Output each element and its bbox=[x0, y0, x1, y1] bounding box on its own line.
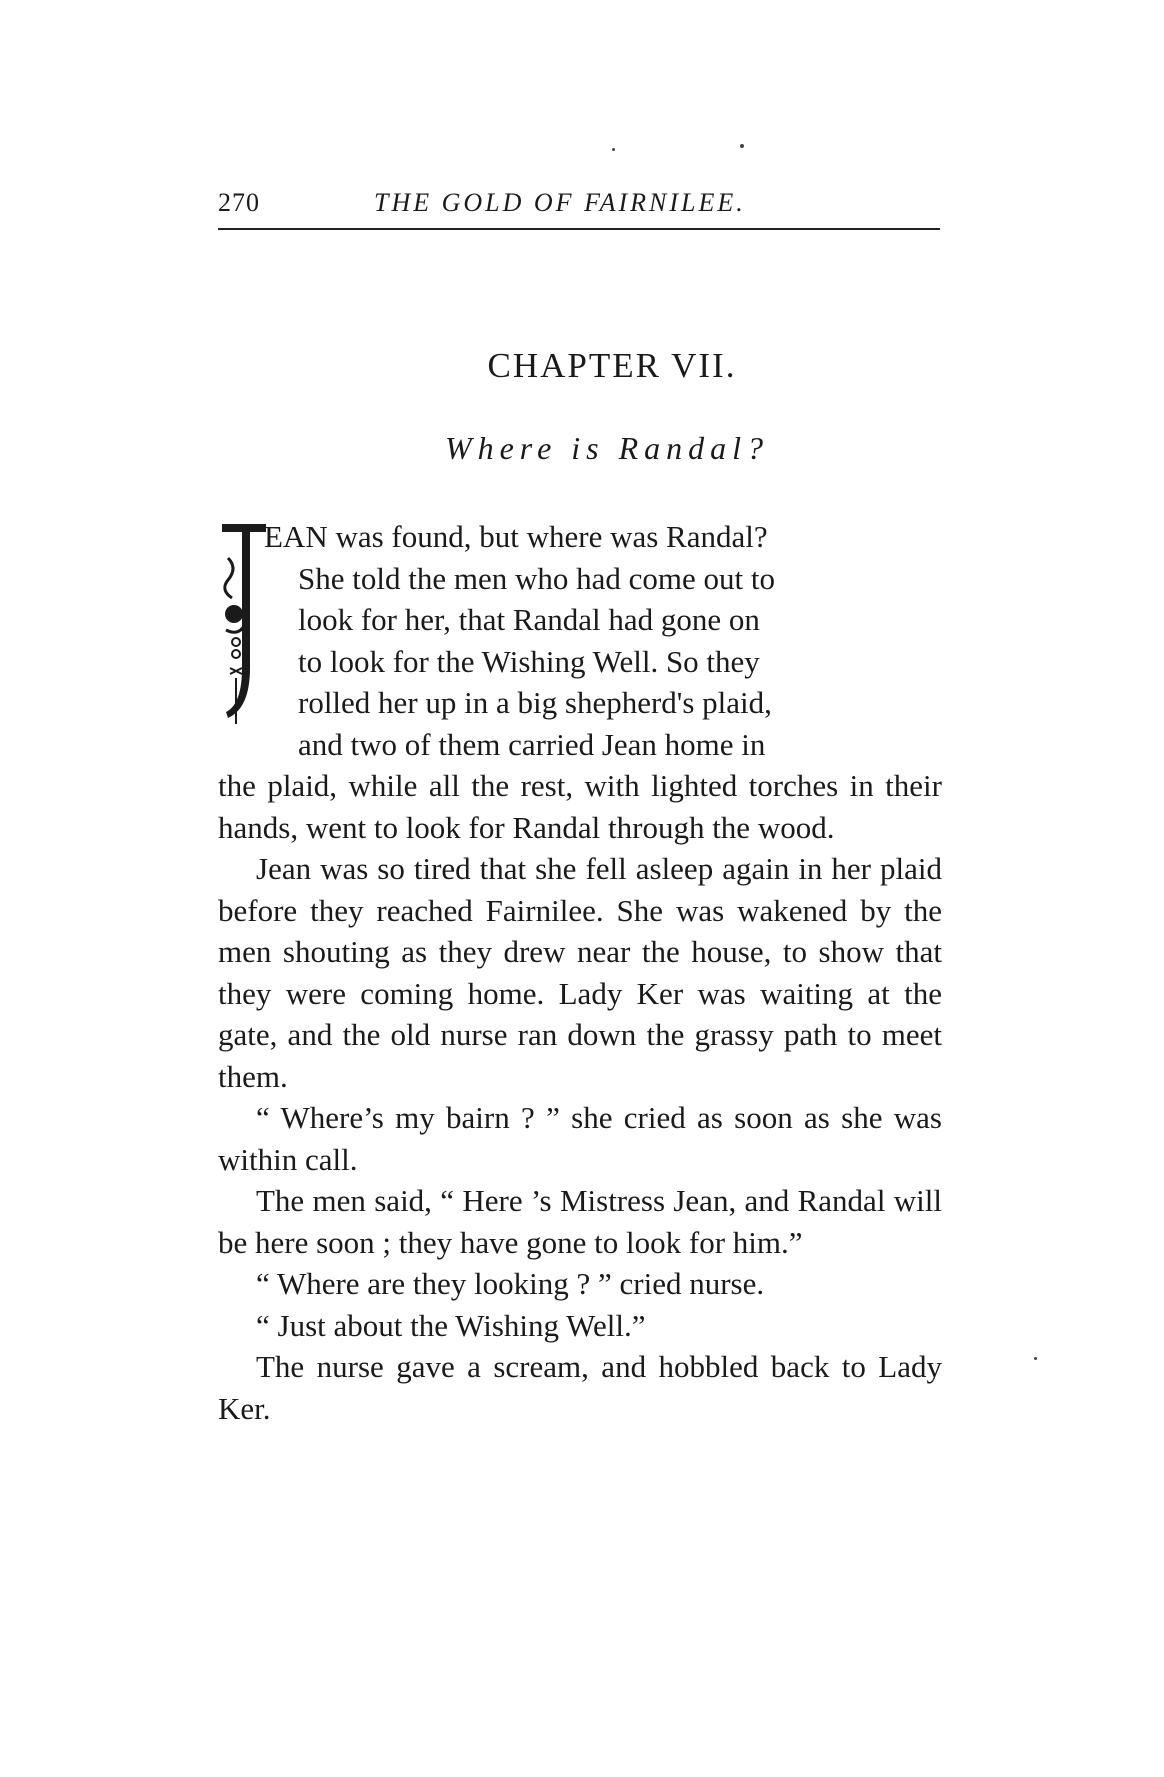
first-paragraph bbox=[218, 516, 942, 848]
print-speck bbox=[612, 148, 615, 151]
indented-line: look for her, that Randal had gone on bbox=[298, 602, 760, 637]
running-title: THE GOLD OF FAIRNILEE. bbox=[374, 188, 746, 217]
paragraph: “ Where’s my bairn ? ” she cried as soon as she was within call. bbox=[218, 1100, 942, 1177]
print-speck bbox=[1034, 1357, 1037, 1360]
paragraph: The men said, “ Here ’s Mistress Jean, and Randal will be here soon ; they have gone to look for him.” bbox=[218, 1183, 942, 1260]
page-number: 270 bbox=[218, 188, 260, 217]
first-line: EAN was found, but where was Randal? bbox=[264, 519, 768, 554]
header-rule bbox=[218, 228, 940, 230]
paragraph: The nurse gave a scream, and hobbled back to Lady Ker. bbox=[218, 1349, 942, 1426]
body-text bbox=[218, 516, 942, 1429]
paragraph: “ Just about the Wishing Well.” bbox=[256, 1307, 646, 1343]
indented-line: rolled her up in a big shepherd's plaid, bbox=[298, 685, 772, 720]
indented-line: She told the men who had come out to bbox=[298, 560, 775, 596]
indented-line: and two of them carried Jean home in bbox=[298, 726, 766, 762]
paragraph: “ Where are they looking ? ” cried nurse. bbox=[256, 1266, 765, 1301]
chapter-heading: CHAPTER VII. bbox=[487, 346, 737, 385]
indented-line: to look for the Wishing Well. So they bbox=[298, 643, 760, 679]
print-speck bbox=[740, 144, 744, 148]
paragraph: Jean was so tired that she fell asleep again in her plaid before they reached Fairnilee. She was wakened by the men shouting as they drew near the house, to show that they were coming home. Lady Ker was waiting at the gate, and the old nurse ran down the grassy path to meet them. bbox=[218, 851, 942, 1094]
chapter-subtitle: Where is Randal? bbox=[444, 430, 770, 466]
running-header bbox=[218, 172, 938, 218]
continuation-text: the plaid, while all the rest, with lighted torches in their hands, went to look for Randal through the wood. bbox=[218, 768, 942, 845]
